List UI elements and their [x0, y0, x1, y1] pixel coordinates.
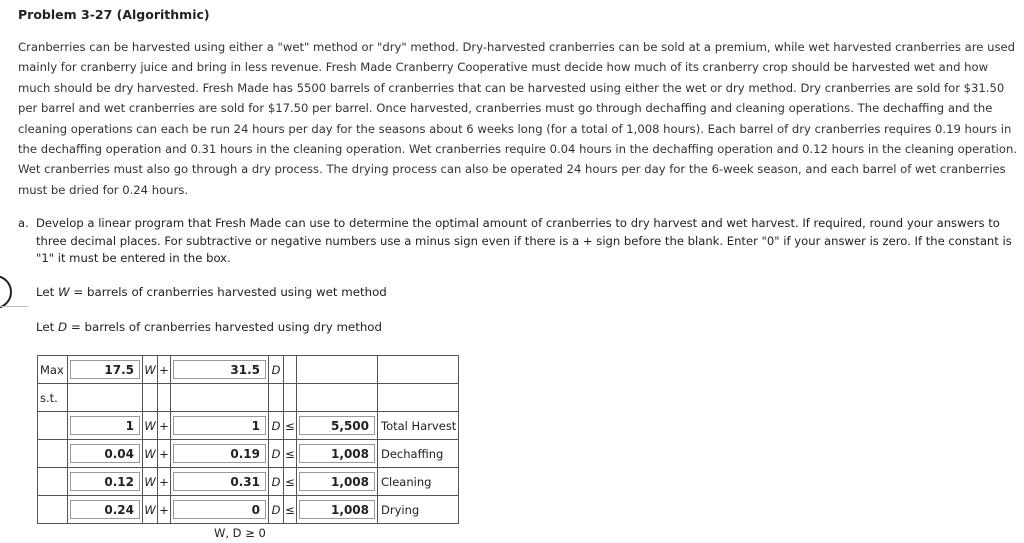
plus-sign: + — [158, 356, 171, 384]
var-w-label: W — [143, 412, 158, 440]
var-d-label: D — [269, 496, 284, 524]
var-w-label: W — [143, 496, 158, 524]
constraint-rhs-input[interactable]: 1,008 — [299, 500, 375, 519]
let-d-definition: Let D = barrels of cranberries harvested using dry method — [36, 320, 382, 334]
constraint-name: Dechaffing — [378, 440, 459, 468]
lp-table — [37, 355, 459, 524]
part-a-instructions — [18, 215, 1018, 268]
constraint-d-coef-input[interactable]: 0.19 — [173, 444, 266, 463]
constraint-w-coef-input[interactable]: 0.24 — [70, 500, 140, 519]
constraint-name: Drying — [378, 496, 459, 524]
var-d-label: D — [269, 440, 284, 468]
constraint-row — [38, 468, 459, 496]
var-d-label: D — [269, 412, 284, 440]
var-d: D — [58, 320, 68, 334]
constraint-row — [38, 496, 459, 524]
objective-w-coef-input[interactable]: 17.5 — [70, 360, 140, 379]
leq-sign: ≤ — [284, 440, 297, 468]
constraint-name: Cleaning — [378, 468, 459, 496]
max-label: Max — [38, 356, 68, 384]
var-d-label: D — [269, 468, 284, 496]
var-w: W — [58, 285, 70, 299]
constraint-d-coef-input[interactable]: 0.31 — [173, 472, 266, 491]
constraint-rhs-input[interactable]: 1,008 — [299, 472, 375, 491]
plus-sign: + — [158, 496, 171, 524]
constraint-d-coef-input[interactable]: 0 — [173, 500, 266, 519]
leq-sign: ≤ — [284, 412, 297, 440]
problem-description: Cranberries can be harvested using either a "wet" method or "dry" method. Dry-harvested cranberries can be sold at a premium, while wet harvested cranberries are used mainly for cranberry juice and bring in less revenue. Fresh Made Cranberry Cooperative must decide how much of its cranberry crop should be harvested wet and how much should be dry harvested. Fresh Made has 5500 barrels of cranberries that can be harvested using either the wet or dry method. Dry cranberries are sold for $31.50 per barrel and wet cranberries are sold for $17.50 per barrel. Once harvested, cranberries must go through dechaffing and cleaning operations. The dechaffing and the cleaning operations can each be run 24 hours per day for the seasons about 6 weeks long (for a total of 1,008 hours). Each barrel of dry cranberries requires 0.19 hours in the dechaffing operation and 0.31 hours in the cleaning operation. Wet cranberries require 0.04 hours in the dechaffing operation and 0.12 hours in the cleaning operation. Wet cranberries must also go through a dry process. The drying process can also be operated 24 hours per day for the 6-week season, and each barrel of wet cranberries must be dried for 0.24 hours. — [18, 40, 1018, 197]
constraint-d-coef-input[interactable]: 1 — [173, 416, 266, 435]
constraint-row — [38, 412, 459, 440]
st-row — [38, 384, 459, 412]
constraint-w-coef-input[interactable]: 0.12 — [70, 472, 140, 491]
objective-row — [38, 356, 459, 384]
constraint-rhs-input[interactable]: 5,500 — [299, 416, 375, 435]
constraint-name: Total Harvest — [378, 412, 459, 440]
leq-sign: ≤ — [284, 468, 297, 496]
plus-sign: + — [158, 468, 171, 496]
part-a-letter: a. — [18, 216, 29, 230]
var-w-label: W — [143, 440, 158, 468]
constraint-w-coef-input[interactable]: 1 — [70, 416, 140, 435]
objective-d-coef-input[interactable]: 31.5 — [173, 360, 266, 379]
st-label: s.t. — [38, 384, 68, 412]
constraint-rhs-input[interactable]: 1,008 — [299, 444, 375, 463]
let-w-definition: Let W = barrels of cranberries harvested using wet method — [36, 285, 387, 299]
question-marker-icon — [0, 275, 12, 309]
plus-sign: + — [158, 440, 171, 468]
nonnegativity-constraint: W, D ≥ 0 — [214, 526, 266, 540]
var-w-label: W — [143, 468, 158, 496]
leq-sign: ≤ — [284, 496, 297, 524]
part-a-text: Develop a linear program that Fresh Made can use to determine the optimal amount of cranberries to dry harvest and wet harvest. If required, round your answers to three decimal places. For subtractive or negative numbers use a minus sign even if there is a + sign before the blank. Enter "0" if your answer is zero. If the constant is "1" it must be entered in the box. — [36, 216, 1012, 265]
plus-sign: + — [158, 412, 171, 440]
constraint-row — [38, 440, 459, 468]
var-d-label: D — [269, 356, 284, 384]
problem-title: Problem 3-27 (Algorithmic) — [18, 7, 210, 22]
constraint-w-coef-input[interactable]: 0.04 — [70, 444, 140, 463]
var-w-label: W — [143, 356, 158, 384]
divider — [0, 306, 28, 307]
